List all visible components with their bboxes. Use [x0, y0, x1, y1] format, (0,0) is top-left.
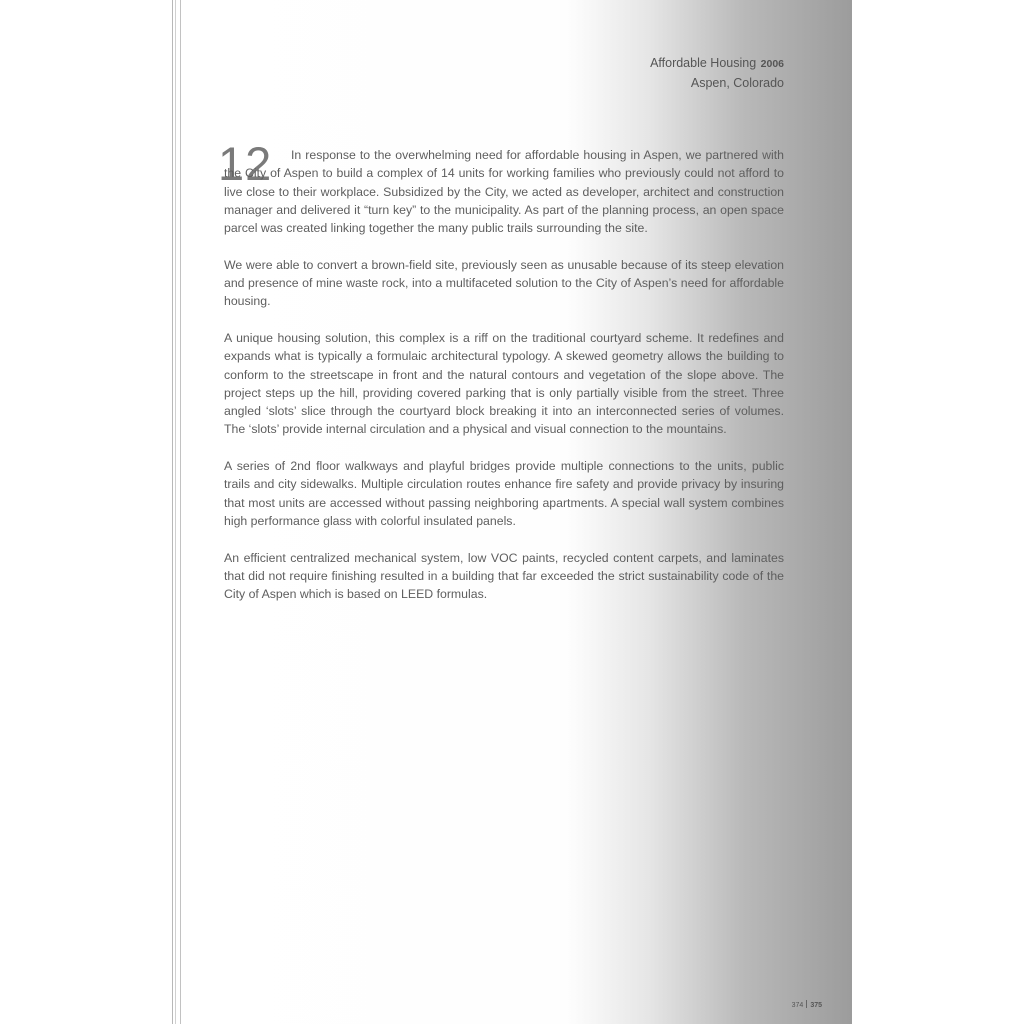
- right-page-number: 375: [810, 1002, 822, 1009]
- header-title: Affordable Housing: [650, 56, 757, 70]
- paragraph: We were able to convert a brown-field site, previously seen as unusable because of its steep elevation and presence of mine waste rock, into a multifaceted solution to the City of Aspen’s need for affordable housing.: [224, 257, 784, 309]
- paragraph: A unique housing solution, this complex is a riff on the traditional courtyard scheme. It redefines and expands what is typically a formulaic architectural typology. A skewed geometry allows the building to conform to the streetscape in front and the natural contours and vegetation of the slope above. The project steps up the hill, providing covered parking that is only partially visible from the street. Three angled ‘slots’ slice through the courtyard block breaking it into an interconnected series of volumes. The ‘slots’ provide internal circulation and a physical and visual connection to the mountains.: [224, 330, 784, 437]
- header-title-line: [650, 54, 784, 74]
- header-location: Aspen, Colorado: [690, 75, 784, 90]
- header-year: 2006: [760, 58, 784, 70]
- paragraph: A series of 2nd floor walkways and playful bridges provide multiple connections to the units, public trails and city sidewalks. Multiple circulation routes enhance fire safety and provide privacy by insuring that most units are accessed without passing neighboring apartments. A special wall system combines high performance glass with colorful insulated panels.: [224, 459, 784, 528]
- folio-separator: [806, 1000, 807, 1008]
- page-numbers: [792, 1000, 822, 1009]
- book-page: [172, 0, 852, 1024]
- page-edge-line: [180, 0, 181, 1024]
- paragraph: In response to the overwhelming need for affordable housing in Aspen, we partnered with the City of Aspen to build a complex of 14 units for working families who previously could not afford to live close to their workplace. Subsidized by the City, we acted as developer, architect and construction manager and delivered it “turn key” to the municipality. As part of the planning process, an open space parcel was created linking together the many public trails surrounding the site.: [224, 148, 784, 236]
- page-edge-line: [175, 0, 176, 1024]
- left-page-number: 374: [791, 1002, 804, 1009]
- project-number: 12: [218, 137, 273, 190]
- page-edge-line: [172, 0, 173, 1024]
- running-header: [650, 54, 784, 92]
- article-body: [224, 146, 784, 622]
- paragraph: An efficient centralized mechanical system, low VOC paints, recycled content carpets, and laminates that did not require finishing resulted in a building that far exceeded the strict sustainability code of the City of Aspen which is based on LEED formulas.: [224, 550, 784, 602]
